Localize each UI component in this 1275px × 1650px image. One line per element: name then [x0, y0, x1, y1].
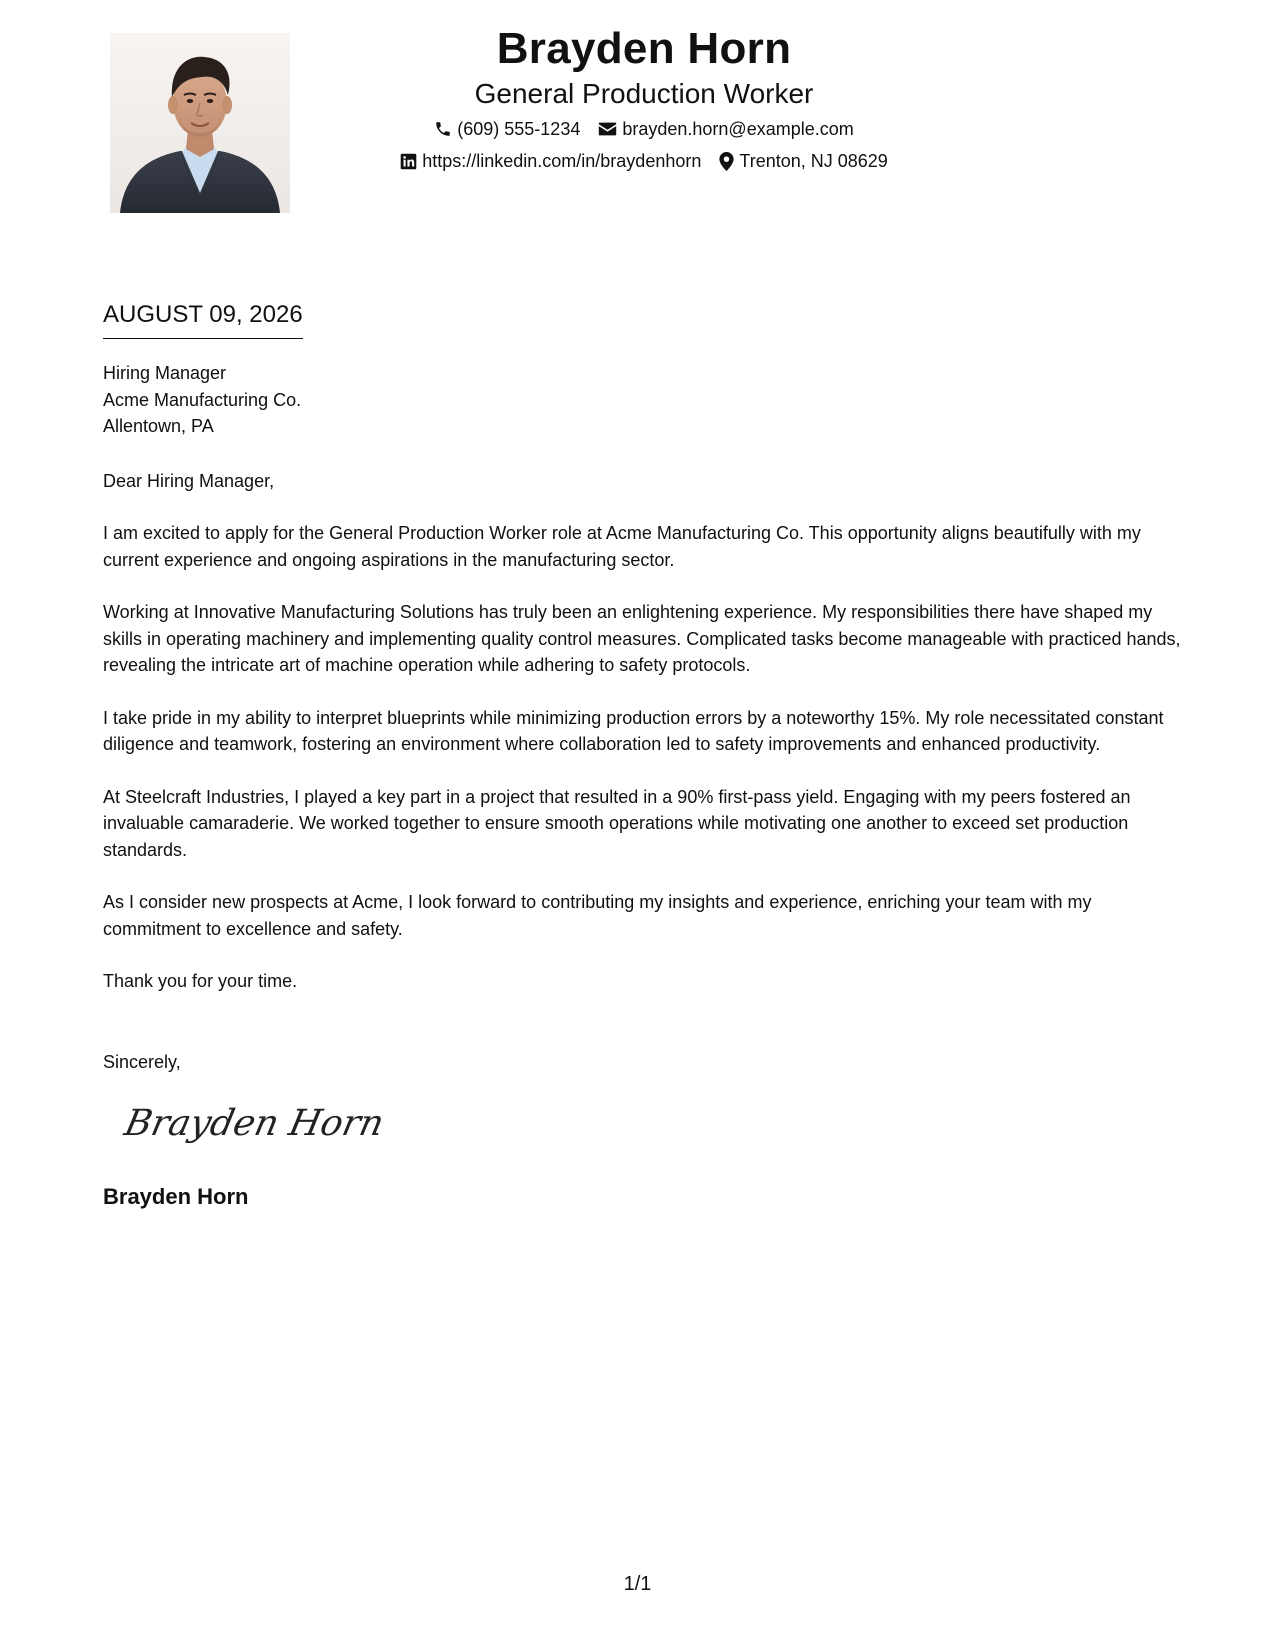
contact-row-secondary [300, 150, 988, 172]
signature-image [121, 1097, 388, 1149]
linkedin-icon [400, 153, 417, 170]
map-pin-icon [719, 152, 734, 171]
phone-icon [434, 120, 452, 138]
location-contact [719, 150, 887, 172]
contact-row-primary [300, 118, 988, 140]
phone-text: (609) 555-1234 [457, 119, 581, 139]
signed-name: Brayden Horn [103, 1183, 249, 1209]
body-paragraph: At Steelcraft Industries, I played a key part in a project that resulted in a 90% first-pass yield. Engaging with my peers fostered an invaluable camaraderie. We worked together to ensure smooth operations while motivating one another to exceed set production standards. [103, 786, 1131, 860]
phone-contact[interactable] [434, 118, 580, 140]
svg-text:Brayden Horn: Brayden Horn [121, 1101, 388, 1144]
body-paragraph: I am excited to apply for the General Production Worker role at Acme Manufacturing Co. This opportunity aligns beautifully with my current experience and ongoing aspirations in the manufacturing sector. [103, 523, 1141, 570]
handwritten-signature [121, 1097, 1183, 1157]
linkedin-text: https://linkedin.com/in/braydenhorn [422, 151, 702, 171]
letter-header [300, 20, 988, 172]
body-paragraph: As I consider new prospects at Acme, I look forward to contributing my insights and experience, enriching your team with my commitment to excellence and safety. [103, 892, 1092, 939]
portrait-image [110, 33, 290, 213]
profile-photo [110, 33, 290, 213]
body-paragraph: Working at Innovative Manufacturing Solutions has truly been an enlightening experience. My responsibilities there have shaped my skills in operating machinery and implementing quality control measures. Complicated tasks become manageable with practiced hands, revealing the intricate art of machine operation while adhering to safety protocols. [103, 602, 1181, 675]
letter-body [103, 360, 1183, 1211]
recipient-line: Allentown, PA [103, 416, 214, 436]
recipient-line: Acme Manufacturing Co. [103, 389, 302, 410]
closing-phrase: Sincerely, [103, 1051, 181, 1072]
applicant-job-title: General Production Worker [474, 78, 814, 109]
email-text: brayden.horn@example.com [622, 119, 854, 139]
applicant-name: Brayden Horn [496, 24, 792, 73]
linkedin-contact[interactable] [400, 150, 701, 172]
body-paragraph: I take pride in my ability to interpret blueprints while minimizing production errors by a noteworthy 15%. My role necessitated constant diligence and teamwork, fostering an environment where collaboration led to safety improvements and enhanced productivity. [103, 707, 1164, 754]
body-paragraph: Thank you for your time. [103, 971, 298, 991]
letter-date: AUGUST 09, 2026 [103, 300, 303, 339]
recipient-line: Hiring Manager [103, 363, 227, 383]
salutation: Dear Hiring Manager, [103, 470, 275, 491]
email-contact[interactable] [598, 118, 853, 140]
location-text: Trenton, NJ 08629 [739, 151, 888, 171]
page-number: 1/1 [623, 1573, 652, 1595]
envelope-icon [598, 121, 617, 137]
recipient-block [103, 360, 1183, 440]
